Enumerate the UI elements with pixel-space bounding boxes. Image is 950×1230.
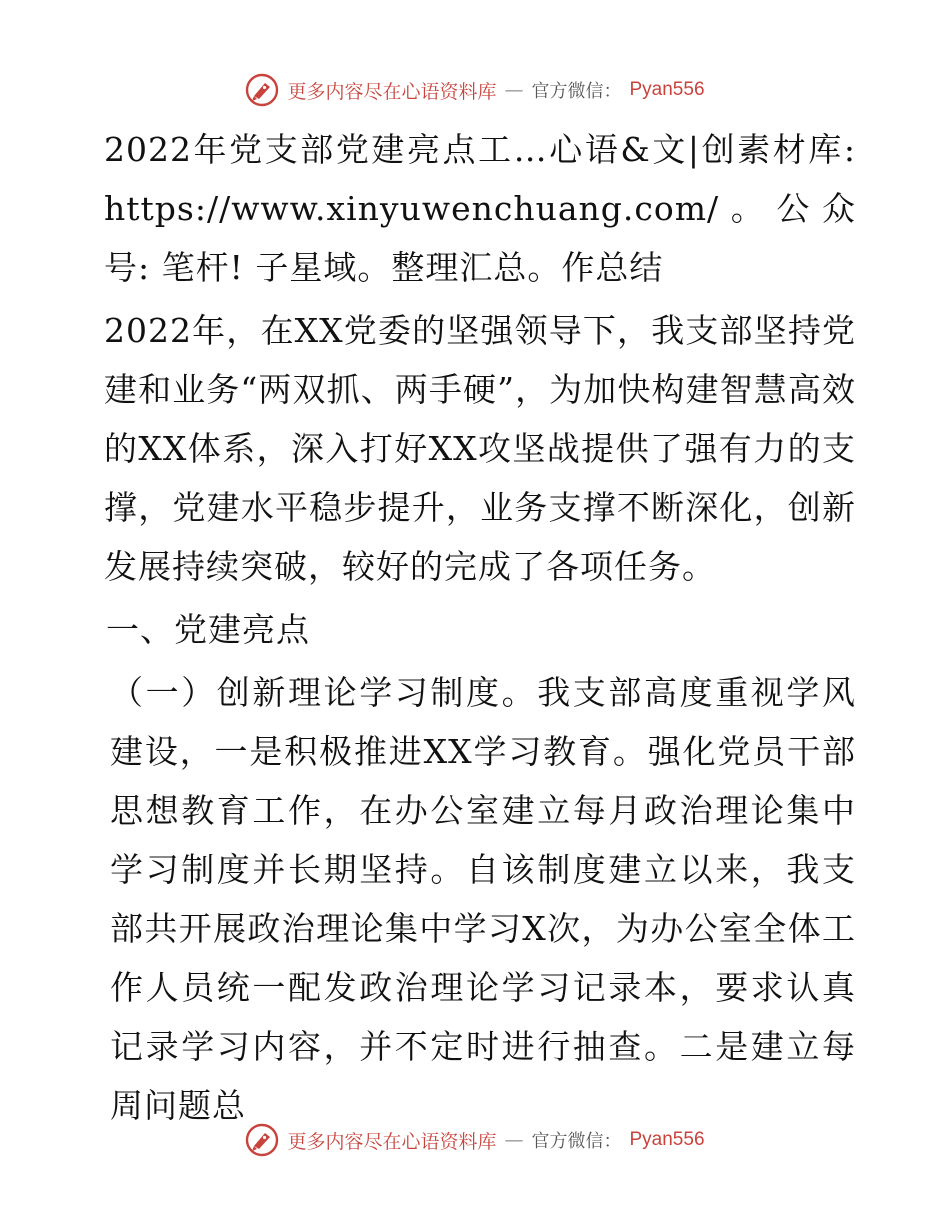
document-body bbox=[96, 120, 856, 1135]
header-banner[interactable] bbox=[0, 70, 950, 110]
pen-nib-logo-icon bbox=[245, 1123, 279, 1157]
footer-banner[interactable] bbox=[0, 1120, 950, 1160]
banner-wechat-label: 官方微信： bbox=[531, 81, 622, 102]
intro-paragraph: 2022年，在XX党委的坚强领导下，我支部坚持党建和业务“两双抓、两手硬”，为加快构建智慧高效的XX体系，深入打好XX攻坚战提供了强有力的支撑，党建水平稳步提升，业务支撑不断深化，创新发展持续突破，较好的完成了各项任务。 bbox=[104, 311, 856, 586]
banner-promo-text: 更多内容尽在心语资料库 bbox=[287, 1130, 497, 1153]
banner-wechat-id: Pyan556 bbox=[629, 1129, 705, 1150]
banner-promo-text: 更多内容尽在心语资料库 bbox=[287, 80, 497, 103]
section-heading: 一、党建亮点 bbox=[106, 610, 310, 649]
document-title-line: 2022年党支部党建亮点工…心语&文|创素材库: https://www.xinyuwenchuang.com/。公众号: 笔杆! 子星域。整理汇总。作总结 bbox=[104, 130, 856, 287]
banner-separator: — bbox=[504, 79, 524, 101]
pen-nib-logo-icon bbox=[245, 73, 279, 107]
banner-separator: — bbox=[504, 1129, 524, 1151]
banner-wechat-id: Pyan556 bbox=[629, 79, 705, 100]
banner-wechat-label: 官方微信： bbox=[531, 1131, 622, 1152]
body-paragraph: （一）创新理论学习制度。我支部高度重视学风建设，一是积极推进XX学习教育。强化党员干部思想教育工作，在办公室建立每月政治理论集中学习制度并长期坚持。自该制度建立以来，我支部共开展政治理论集中学习X次，为办公室全体工作人员统一配发政治理论学习记录本，要求认真记录学习内容，并不定时进行抽查。二是建立每周问题总 bbox=[110, 673, 856, 1125]
